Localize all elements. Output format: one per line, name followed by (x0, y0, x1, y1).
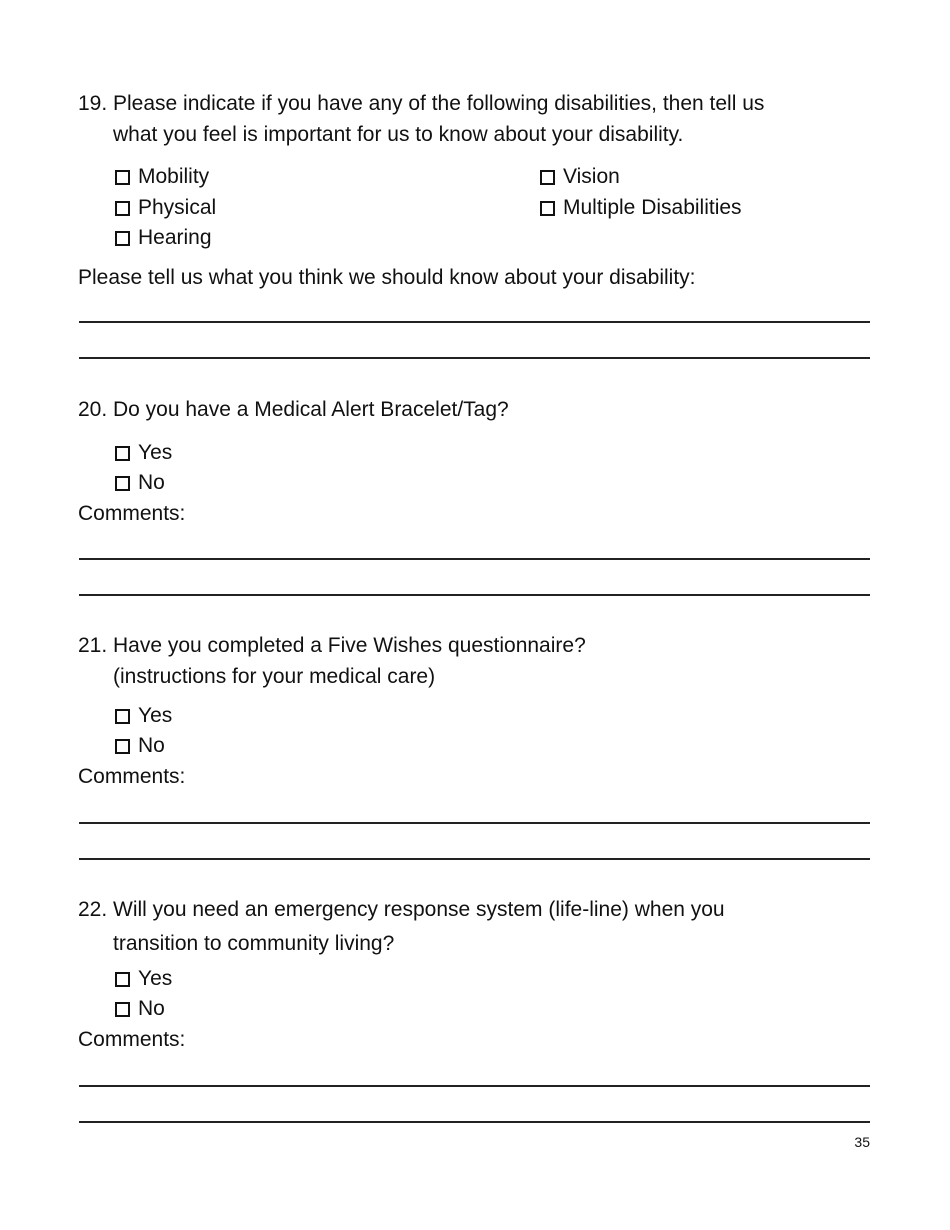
question-number: 21. (78, 634, 108, 657)
question-text-line: (instructions for your medical care) (113, 665, 436, 688)
checkbox-physical[interactable] (115, 194, 216, 222)
answer-line[interactable] (79, 321, 870, 323)
answer-line[interactable] (79, 594, 870, 596)
checkbox-icon[interactable] (115, 972, 130, 987)
answer-line[interactable] (79, 858, 870, 860)
question-text-line: Will you need an emergency response system (life-line) when you (113, 898, 725, 921)
option-label: No (138, 997, 165, 1020)
comments-label: Comments: (78, 765, 186, 788)
option-label: Vision (563, 165, 620, 188)
answer-line[interactable] (79, 822, 870, 824)
answer-line[interactable] (79, 1121, 870, 1123)
checkbox-icon[interactable] (115, 739, 130, 754)
checkbox-yes[interactable] (115, 965, 172, 993)
question-number: 22. (78, 898, 108, 921)
checkbox-no[interactable] (115, 995, 165, 1023)
checkbox-vision[interactable] (540, 163, 620, 191)
option-label: Yes (138, 441, 173, 464)
checkbox-icon[interactable] (115, 446, 130, 461)
checkbox-yes[interactable] (115, 702, 172, 730)
question-text-line: Do you have a Medical Alert Bracelet/Tag? (113, 398, 509, 421)
question-text-line: transition to community living? (113, 932, 395, 955)
checkbox-multiple-disabilities[interactable] (540, 194, 742, 222)
option-label: Yes (138, 704, 173, 727)
checkbox-icon[interactable] (115, 709, 130, 724)
checkbox-icon[interactable] (115, 231, 130, 246)
question-number: 19. (78, 92, 108, 115)
checkbox-hearing[interactable] (115, 224, 212, 252)
checkbox-icon[interactable] (115, 170, 130, 185)
checkbox-icon[interactable] (540, 201, 555, 216)
option-label: Mobility (138, 165, 210, 188)
page-number: 35 (854, 1134, 870, 1150)
question-number: 20. (78, 398, 108, 421)
checkbox-icon[interactable] (115, 476, 130, 491)
question-text-line: what you feel is important for us to know about your disability. (113, 123, 684, 146)
answer-line[interactable] (79, 357, 870, 359)
checkbox-icon[interactable] (115, 201, 130, 216)
answer-line[interactable] (79, 558, 870, 560)
checkbox-icon[interactable] (540, 170, 555, 185)
checkbox-yes[interactable] (115, 439, 172, 467)
comments-label: Comments: (78, 1028, 186, 1051)
checkbox-no[interactable] (115, 469, 165, 497)
checkbox-mobility[interactable] (115, 163, 209, 191)
option-label: Physical (138, 196, 217, 219)
question-text-line: Please indicate if you have any of the following disabilities, then tell us (113, 92, 765, 115)
answer-line[interactable] (79, 1085, 870, 1087)
option-label: No (138, 471, 165, 494)
followup-label: Please tell us what you think we should know about your disability: (78, 266, 696, 289)
option-label: Multiple Disabilities (563, 196, 742, 219)
question-text-line: Have you completed a Five Wishes questionnaire? (113, 634, 586, 657)
checkbox-icon[interactable] (115, 1002, 130, 1017)
option-label: Hearing (138, 226, 212, 249)
comments-label: Comments: (78, 502, 186, 525)
checkbox-no[interactable] (115, 732, 165, 760)
option-label: Yes (138, 967, 173, 990)
option-label: No (138, 734, 165, 757)
